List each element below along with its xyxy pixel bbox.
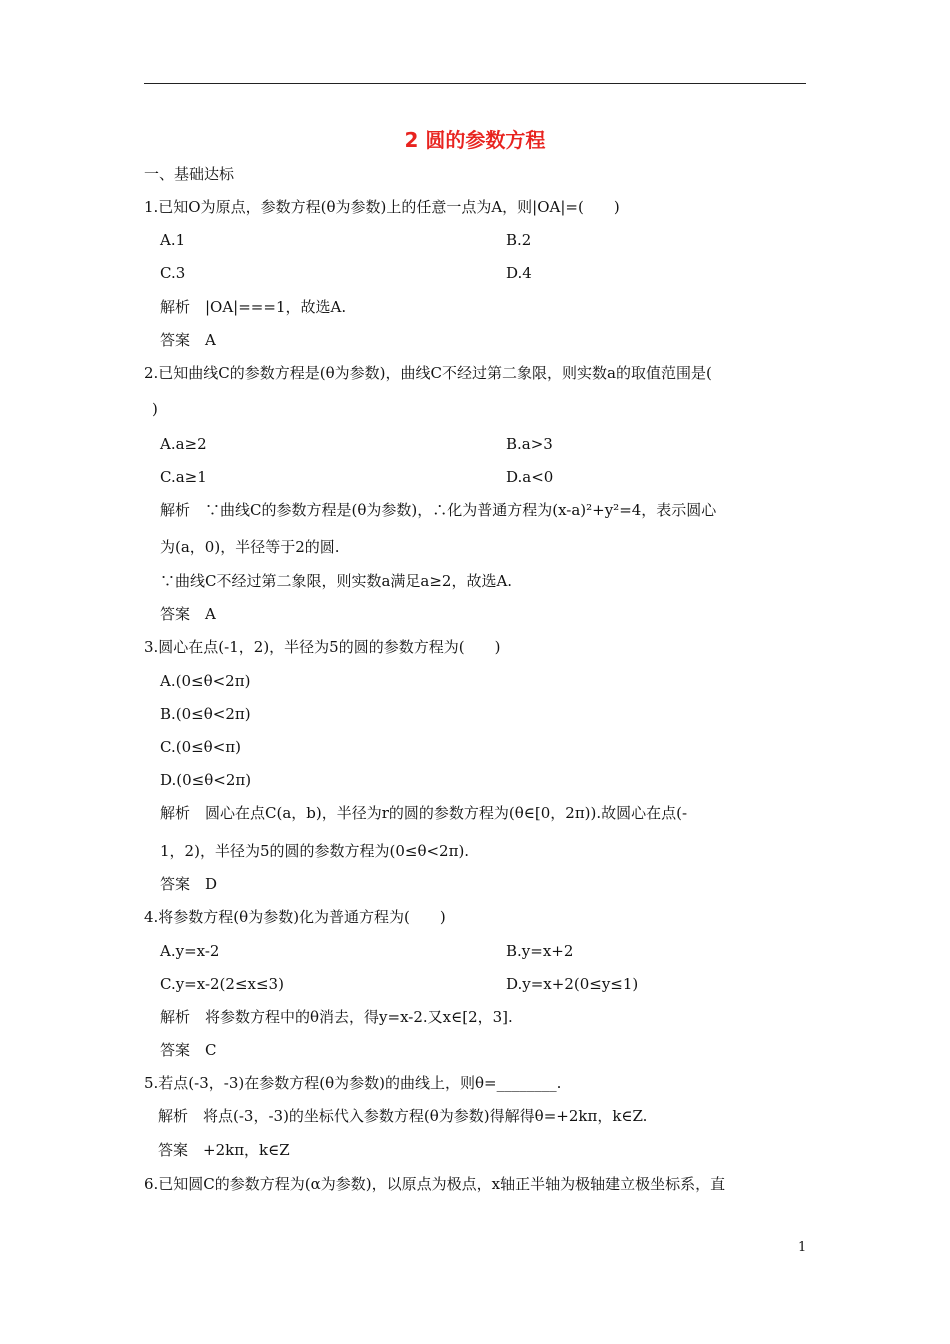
q2-option-d: D.a<0: [506, 468, 554, 486]
q1-answer: 答案 A: [160, 331, 216, 349]
q2-option-c: C.a≥1: [160, 468, 207, 486]
q4-option-d: D.y=x+2(0≤y≤1): [506, 975, 639, 993]
q3-option-b: B.(0≤θ<2π): [160, 705, 251, 723]
q2-stem: 2.已知曲线C的参数方程是(θ为参数)，曲线C不经过第二象限，则实数a的取值范围是(: [144, 364, 712, 382]
q4-answer: 答案 C: [160, 1041, 217, 1059]
q3-option-d: D.(0≤θ<2π): [160, 771, 252, 789]
q2-analysis-cont2: ∵曲线C不经过第二象限，则实数a满足a≥2，故选A.: [160, 572, 513, 590]
q3-analysis: 解析 圆心在点C(a，b)，半径为r的圆的参数方程为(θ∈[0，2π)).故圆心在点(-: [160, 804, 688, 822]
q5-analysis: 解析 将点(-3，-3)的坐标代入参数方程(θ为参数)得解得θ=+2kπ，k∈Z.: [158, 1107, 648, 1125]
q3-answer: 答案 D: [160, 875, 218, 893]
q4-analysis: 解析 将参数方程中的θ消去，得y=x-2.又x∈[2，3].: [160, 1008, 513, 1026]
page-title: 2 圆的参数方程: [404, 128, 546, 152]
q1-option-c: C.3: [160, 264, 186, 282]
q2-stem-cont: ): [152, 400, 158, 418]
q3-analysis-cont: 1，2)，半径为5的圆的参数方程为(0≤θ<2π).: [160, 842, 470, 860]
q1-analysis: 解析 |OA|===1，故选A.: [160, 298, 347, 316]
q1-option-b: B.2: [506, 231, 532, 249]
q5-stem: 5.若点(-3，-3)在参数方程(θ为参数)的曲线上，则θ=________.: [144, 1074, 562, 1092]
q4-option-b: B.y=x+2: [506, 942, 574, 960]
q3-option-a: A.(0≤θ<2π): [160, 672, 251, 690]
q3-option-c: C.(0≤θ<π): [160, 738, 241, 756]
q2-answer: 答案 A: [160, 605, 216, 623]
q4-stem: 4.将参数方程(θ为参数)化为普通方程为( ): [144, 908, 446, 926]
q3-stem: 3.圆心在点(-1，2)，半径为5的圆的参数方程为( ): [144, 638, 501, 656]
q1-option-d: D.4: [506, 264, 532, 282]
q2-analysis-cont: 为(a，0)，半径等于2的圆.: [160, 538, 340, 556]
q4-option-a: A.y=x-2: [160, 942, 220, 960]
q4-option-c: C.y=x-2(2≤x≤3): [160, 975, 284, 993]
header-rule: [144, 83, 806, 84]
q2-option-b: B.a>3: [506, 435, 553, 453]
q6-stem: 6.已知圆C的参数方程为(α为参数)，以原点为极点，x轴正半轴为极轴建立极坐标系，直: [144, 1175, 726, 1193]
page-number: 1: [798, 1240, 807, 1255]
q1-stem: 1.已知O为原点，参数方程(θ为参数)上的任意一点为A，则|OA|=( ): [144, 198, 620, 216]
section-heading: 一、基础达标: [144, 165, 235, 183]
q2-analysis: 解析 ∵曲线C的参数方程是(θ为参数)，∴化为普通方程为(x-a)²+y²=4，表示圆心: [160, 501, 717, 519]
q1-option-a: A.1: [160, 231, 186, 249]
q2-option-a: A.a≥2: [160, 435, 207, 453]
q5-answer: 答案 +2kπ，k∈Z: [158, 1141, 290, 1159]
